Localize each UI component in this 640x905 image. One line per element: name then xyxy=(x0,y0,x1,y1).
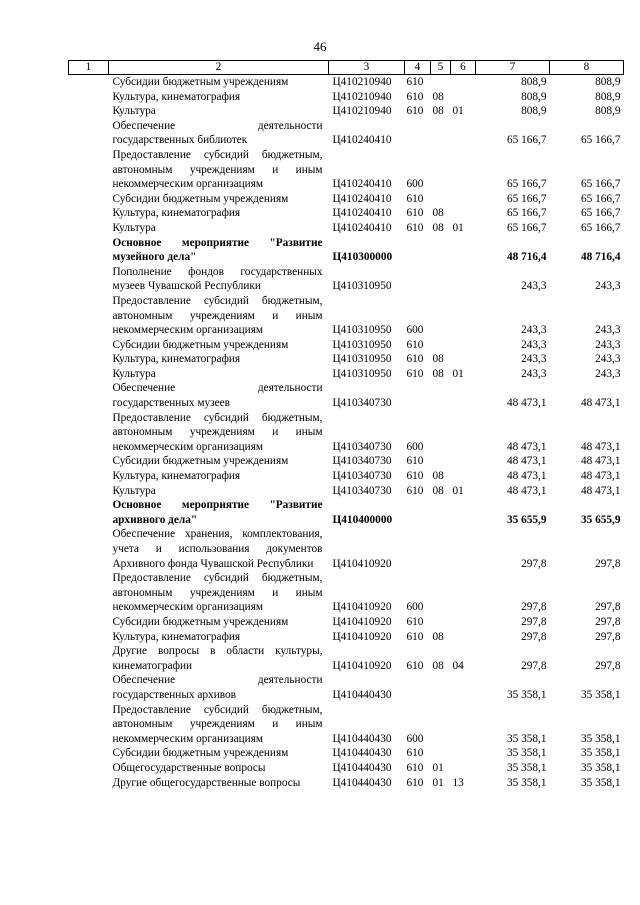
row-name: Пополнение фондов государственных музеев Чувашской Республики xyxy=(112,265,323,293)
row-amount-2: 808,9 xyxy=(595,90,621,103)
table-row xyxy=(69,104,624,119)
row-section xyxy=(431,148,451,192)
row-amount-1: 48 473,1 xyxy=(506,455,547,468)
row-target-code: Ц410240410 xyxy=(332,178,392,191)
row-target-code: Ц410310950 xyxy=(332,338,392,351)
row-index-cell xyxy=(69,571,109,615)
row-name: Основное мероприятие "Развитие архивного дела" xyxy=(112,499,323,526)
row-target-code: Ц410410920 xyxy=(332,630,392,643)
row-amount-1: 243,3 xyxy=(521,338,547,351)
row-amount-1: 297,8 xyxy=(521,615,547,628)
row-amount-2: 243,3 xyxy=(595,324,621,337)
row-subsection xyxy=(451,454,476,469)
row-expense-type: 610 xyxy=(406,470,424,483)
row-target-code: Ц410340730 xyxy=(332,397,392,410)
row-index-cell xyxy=(69,630,109,645)
row-section: 08 xyxy=(432,367,444,380)
row-section xyxy=(431,527,451,571)
row-index-cell xyxy=(69,236,109,265)
row-section: 08 xyxy=(432,353,444,366)
row-subsection xyxy=(451,673,476,702)
budget-table xyxy=(68,60,624,790)
row-index-cell xyxy=(69,206,109,221)
row-index-cell xyxy=(69,484,109,499)
row-amount-2: 35 358,1 xyxy=(580,747,621,760)
row-amount-1: 35 358,1 xyxy=(506,732,547,745)
row-amount-2: 48 473,1 xyxy=(580,470,621,483)
row-expense-type: 610 xyxy=(406,484,424,497)
table-row xyxy=(69,206,624,221)
row-index-cell xyxy=(69,192,109,207)
row-expense-type: 610 xyxy=(406,659,424,672)
row-subsection: 01 xyxy=(452,221,464,234)
row-section xyxy=(431,454,451,469)
header-cell-1: 1 xyxy=(69,61,109,75)
row-subsection: 01 xyxy=(452,367,464,380)
row-amount-2: 48 473,1 xyxy=(580,455,621,468)
row-subsection xyxy=(451,265,476,294)
row-expense-type: 610 xyxy=(406,455,424,468)
row-amount-1: 808,9 xyxy=(521,90,547,103)
row-name: Культура, кинематография xyxy=(112,207,241,220)
row-amount-2: 65 166,7 xyxy=(580,192,621,205)
row-amount-2: 297,8 xyxy=(595,601,621,614)
row-expense-type: 600 xyxy=(406,440,424,453)
row-expense-type: 610 xyxy=(406,615,424,628)
row-name: Обеспечение деятельности государственных музеев xyxy=(112,382,323,410)
row-subsection xyxy=(451,630,476,645)
table-row xyxy=(69,352,624,367)
row-amount-2: 243,3 xyxy=(595,338,621,351)
row-section: 08 xyxy=(432,659,444,672)
row-section: 08 xyxy=(432,90,444,103)
row-subsection xyxy=(451,571,476,615)
row-target-code: Ц410340730 xyxy=(332,440,392,453)
table-row xyxy=(69,221,624,236)
row-expense-type: 610 xyxy=(406,630,424,643)
table-row xyxy=(69,746,624,761)
row-expense-type xyxy=(405,381,431,410)
row-amount-1: 65 166,7 xyxy=(506,178,547,191)
row-name: Обеспечение хранения, комплектования, учета и использования документов Архивного фонда Чувашской Республики xyxy=(112,528,323,570)
row-expense-type: 610 xyxy=(406,338,424,351)
row-name: Субсидии бюджетным учреждениям xyxy=(112,615,289,628)
row-section: 01 xyxy=(432,776,444,789)
row-amount-1: 243,3 xyxy=(521,367,547,380)
row-amount-2: 808,9 xyxy=(595,76,621,88)
row-expense-type: 600 xyxy=(406,732,424,745)
row-section xyxy=(431,265,451,294)
row-amount-2: 297,8 xyxy=(595,615,621,628)
row-subsection xyxy=(451,469,476,484)
row-name: Другие общегосударственные вопросы xyxy=(112,776,301,789)
row-amount-2: 65 166,7 xyxy=(580,178,621,191)
row-target-code: Ц410340730 xyxy=(332,470,392,483)
row-index-cell xyxy=(69,367,109,382)
header-cell-3: 3 xyxy=(329,61,405,75)
row-target-code: Ц410240410 xyxy=(332,192,392,205)
row-section xyxy=(431,192,451,207)
row-subsection xyxy=(451,206,476,221)
table-row xyxy=(69,761,624,776)
row-subsection xyxy=(451,703,476,747)
table-row xyxy=(69,338,624,353)
table-row xyxy=(69,498,624,527)
row-expense-type: 600 xyxy=(406,324,424,337)
row-name: Предоставление субсидий бюджетным, автономным учреждениям и иным некоммерческим организациям xyxy=(112,148,323,191)
row-target-code: Ц410410920 xyxy=(332,601,392,614)
row-index-cell xyxy=(69,498,109,527)
row-name: Субсидии бюджетным учреждениям xyxy=(112,76,289,88)
row-section xyxy=(431,571,451,615)
row-name: Предоставление субсидий бюджетным, автономным учреждениям и иным некоммерческим организациям xyxy=(112,572,323,614)
row-index-cell xyxy=(69,90,109,105)
row-section xyxy=(431,703,451,747)
row-name: Субсидии бюджетным учреждениям xyxy=(112,192,289,205)
table-body xyxy=(69,75,624,791)
row-amount-2: 297,8 xyxy=(595,557,621,570)
row-expense-type: 610 xyxy=(406,367,424,380)
row-target-code: Ц410310950 xyxy=(332,367,392,380)
table-row xyxy=(69,630,624,645)
row-amount-1: 48 473,1 xyxy=(506,484,547,497)
table-row xyxy=(69,469,624,484)
row-amount-2: 65 166,7 xyxy=(580,221,621,234)
row-expense-type: 610 xyxy=(406,353,424,366)
row-index-cell xyxy=(69,673,109,702)
table-row xyxy=(69,571,624,615)
row-index-cell xyxy=(69,615,109,630)
row-amount-2: 35 655,9 xyxy=(580,513,621,526)
row-subsection xyxy=(451,761,476,776)
row-expense-type: 600 xyxy=(406,601,424,614)
row-amount-1: 297,8 xyxy=(521,659,547,672)
row-index-cell xyxy=(69,338,109,353)
header-cell-8: 8 xyxy=(550,61,624,75)
row-index-cell xyxy=(69,746,109,761)
row-expense-type: 610 xyxy=(406,776,424,789)
row-name: Культура, кинематография xyxy=(112,630,241,643)
row-subsection xyxy=(451,119,476,148)
row-expense-type xyxy=(405,119,431,148)
row-name: Основное мероприятие "Развитие музейного дела" xyxy=(112,236,323,264)
row-name: Культура xyxy=(112,221,156,234)
table-row xyxy=(69,673,624,702)
row-name: Культура, кинематография xyxy=(112,90,241,103)
table-row xyxy=(69,776,624,791)
row-index-cell xyxy=(69,703,109,747)
row-amount-1: 48 473,1 xyxy=(506,470,547,483)
row-target-code: Ц410310950 xyxy=(332,324,392,337)
row-amount-2: 35 358,1 xyxy=(580,776,621,789)
row-section xyxy=(431,411,451,455)
row-name: Субсидии бюджетным учреждениям xyxy=(112,338,289,351)
table-row xyxy=(69,615,624,630)
row-index-cell xyxy=(69,148,109,192)
row-amount-2: 35 358,1 xyxy=(580,761,621,774)
row-target-code: Ц410240410 xyxy=(332,221,392,234)
row-amount-1: 297,8 xyxy=(521,557,547,570)
row-expense-type: 610 xyxy=(406,747,424,760)
row-index-cell xyxy=(69,265,109,294)
row-name: Культура xyxy=(112,484,156,497)
row-name: Предоставление субсидий бюджетным, автономным учреждениям и иным некоммерческим организациям xyxy=(112,703,323,745)
row-name: Другие вопросы в области культуры, кинематографии xyxy=(112,645,323,672)
table-row xyxy=(69,119,624,148)
row-amount-2: 243,3 xyxy=(595,353,621,366)
row-amount-1: 35 358,1 xyxy=(506,761,547,774)
row-target-code: Ц410310950 xyxy=(332,280,392,293)
row-subsection: 04 xyxy=(452,659,464,672)
header-row xyxy=(69,61,624,75)
row-target-code: Ц410340730 xyxy=(332,484,392,497)
row-index-cell xyxy=(69,352,109,367)
row-index-cell xyxy=(69,644,109,673)
row-subsection xyxy=(451,236,476,265)
row-section xyxy=(431,294,451,338)
row-name: Культура, кинематография xyxy=(112,353,241,366)
row-amount-1: 243,3 xyxy=(521,280,547,293)
row-name: Предоставление субсидий бюджетным, автономным учреждениям и иным некоммерческим организациям xyxy=(112,411,323,453)
header-cell-7: 7 xyxy=(476,61,550,75)
row-target-code: Ц410340730 xyxy=(332,455,392,468)
row-index-cell xyxy=(69,104,109,119)
row-target-code: Ц410440430 xyxy=(332,732,392,745)
row-index-cell xyxy=(69,381,109,410)
table-row xyxy=(69,411,624,455)
row-amount-2: 48 473,1 xyxy=(580,397,621,410)
row-target-code: Ц410410920 xyxy=(332,615,392,628)
table-row xyxy=(69,381,624,410)
row-subsection xyxy=(451,75,476,90)
table-row xyxy=(69,367,624,382)
row-expense-type: 610 xyxy=(406,207,424,220)
row-subsection: 01 xyxy=(452,105,464,118)
row-subsection: 13 xyxy=(452,776,464,789)
row-target-code: Ц410440430 xyxy=(332,747,392,760)
row-amount-1: 65 166,7 xyxy=(506,207,547,220)
row-subsection xyxy=(451,498,476,527)
page-number: 46 xyxy=(313,39,327,54)
row-expense-type xyxy=(405,673,431,702)
row-section xyxy=(431,498,451,527)
row-target-code: Ц410400000 xyxy=(332,513,393,526)
table-row xyxy=(69,192,624,207)
row-index-cell xyxy=(69,411,109,455)
row-amount-1: 297,8 xyxy=(521,601,547,614)
row-section xyxy=(431,119,451,148)
row-index-cell xyxy=(69,776,109,791)
row-index-cell xyxy=(69,294,109,338)
row-target-code: Ц410440430 xyxy=(332,761,392,774)
row-expense-type xyxy=(405,527,431,571)
table-row xyxy=(69,75,624,90)
row-amount-2: 35 358,1 xyxy=(580,688,621,701)
row-amount-1: 65 166,7 xyxy=(506,221,547,234)
row-amount-1: 243,3 xyxy=(521,353,547,366)
row-index-cell xyxy=(69,75,109,90)
row-amount-1: 48 473,1 xyxy=(506,397,547,410)
row-target-code: Ц410410920 xyxy=(332,659,392,672)
row-section xyxy=(431,381,451,410)
header-cell-6: 6 xyxy=(451,61,476,75)
row-amount-1: 48 473,1 xyxy=(506,440,547,453)
row-name: Обеспечение деятельности государственных архивов xyxy=(112,674,323,701)
row-name: Общегосударственные вопросы xyxy=(112,761,266,774)
row-section: 08 xyxy=(432,484,444,497)
row-name: Субсидии бюджетным учреждениям xyxy=(112,455,289,468)
row-expense-type: 610 xyxy=(406,761,424,774)
row-section: 08 xyxy=(432,221,444,234)
row-section xyxy=(431,746,451,761)
row-section xyxy=(431,236,451,265)
row-name: Культура xyxy=(112,367,156,380)
row-target-code: Ц410300000 xyxy=(332,251,393,264)
row-amount-1: 65 166,7 xyxy=(506,192,547,205)
table-row xyxy=(69,484,624,499)
table-row xyxy=(69,90,624,105)
row-target-code: Ц410240410 xyxy=(332,134,392,147)
row-expense-type: 600 xyxy=(406,178,424,191)
row-amount-2: 243,3 xyxy=(595,367,621,380)
row-amount-2: 48 473,1 xyxy=(580,440,621,453)
table-row xyxy=(69,236,624,265)
table-row xyxy=(69,294,624,338)
row-target-code: Ц410210940 xyxy=(332,105,392,118)
table-row xyxy=(69,644,624,673)
header-cell-2: 2 xyxy=(109,61,329,75)
row-section: 08 xyxy=(432,105,444,118)
row-subsection xyxy=(451,527,476,571)
row-subsection xyxy=(451,615,476,630)
row-subsection xyxy=(451,381,476,410)
row-index-cell xyxy=(69,454,109,469)
row-amount-1: 48 716,4 xyxy=(506,251,547,264)
row-amount-2: 808,9 xyxy=(595,105,621,118)
row-amount-2: 297,8 xyxy=(595,630,621,643)
row-subsection: 01 xyxy=(452,484,464,497)
row-section: 01 xyxy=(432,761,444,774)
row-subsection xyxy=(451,352,476,367)
row-amount-2: 243,3 xyxy=(595,280,621,293)
row-amount-1: 808,9 xyxy=(521,76,547,88)
row-amount-1: 35 358,1 xyxy=(506,776,547,789)
row-target-code: Ц410210940 xyxy=(332,90,392,103)
row-expense-type xyxy=(405,265,431,294)
row-expense-type: 610 xyxy=(406,90,424,103)
row-index-cell xyxy=(69,527,109,571)
row-index-cell xyxy=(69,469,109,484)
row-subsection xyxy=(451,294,476,338)
row-amount-2: 65 166,7 xyxy=(580,134,621,147)
row-amount-1: 35 358,1 xyxy=(506,747,547,760)
header-cell-4: 4 xyxy=(405,61,431,75)
row-subsection xyxy=(451,192,476,207)
table-row xyxy=(69,454,624,469)
row-section xyxy=(431,338,451,353)
header-cell-5: 5 xyxy=(431,61,451,75)
row-subsection xyxy=(451,746,476,761)
row-expense-type xyxy=(405,498,431,527)
row-expense-type: 610 xyxy=(406,221,424,234)
row-name: Культура xyxy=(112,105,156,118)
row-amount-1: 243,3 xyxy=(521,324,547,337)
row-target-code: Ц410410920 xyxy=(332,557,392,570)
row-expense-type: 610 xyxy=(406,76,424,88)
row-section xyxy=(431,615,451,630)
row-expense-type: 610 xyxy=(406,192,424,205)
table-row xyxy=(69,148,624,192)
row-subsection xyxy=(451,148,476,192)
row-section: 08 xyxy=(432,470,444,483)
row-expense-type: 610 xyxy=(406,105,424,118)
row-amount-1: 65 166,7 xyxy=(506,134,547,147)
row-amount-2: 297,8 xyxy=(595,659,621,672)
table-row xyxy=(69,265,624,294)
row-name: Обеспечение деятельности государственных библиотек xyxy=(112,119,323,147)
row-section: 08 xyxy=(432,207,444,220)
row-subsection xyxy=(451,411,476,455)
row-index-cell xyxy=(69,761,109,776)
row-name: Культура, кинематография xyxy=(112,470,241,483)
table-header xyxy=(69,61,624,75)
row-amount-1: 808,9 xyxy=(521,105,547,118)
row-amount-1: 297,8 xyxy=(521,630,547,643)
row-subsection xyxy=(451,90,476,105)
row-amount-2: 65 166,7 xyxy=(580,207,621,220)
row-target-code: Ц410440430 xyxy=(332,776,392,789)
row-index-cell xyxy=(69,119,109,148)
row-amount-1: 35 358,1 xyxy=(506,688,547,701)
row-subsection xyxy=(451,338,476,353)
row-target-code: Ц410210940 xyxy=(332,76,392,88)
row-amount-2: 48 716,4 xyxy=(580,251,621,264)
row-section: 08 xyxy=(432,630,444,643)
row-target-code: Ц410440430 xyxy=(332,688,392,701)
row-name: Субсидии бюджетным учреждениям xyxy=(112,747,289,760)
row-amount-1: 35 655,9 xyxy=(506,513,547,526)
row-expense-type xyxy=(405,236,431,265)
row-section xyxy=(431,673,451,702)
row-section xyxy=(431,75,451,90)
table-row xyxy=(69,527,624,571)
row-name: Предоставление субсидий бюджетным, автономным учреждениям и иным некоммерческим организациям xyxy=(112,294,323,337)
row-target-code: Ц410240410 xyxy=(332,207,392,220)
row-index-cell xyxy=(69,221,109,236)
row-target-code: Ц410310950 xyxy=(332,353,392,366)
row-amount-2: 48 473,1 xyxy=(580,484,621,497)
row-amount-2: 35 358,1 xyxy=(580,732,621,745)
table-row xyxy=(69,703,624,747)
